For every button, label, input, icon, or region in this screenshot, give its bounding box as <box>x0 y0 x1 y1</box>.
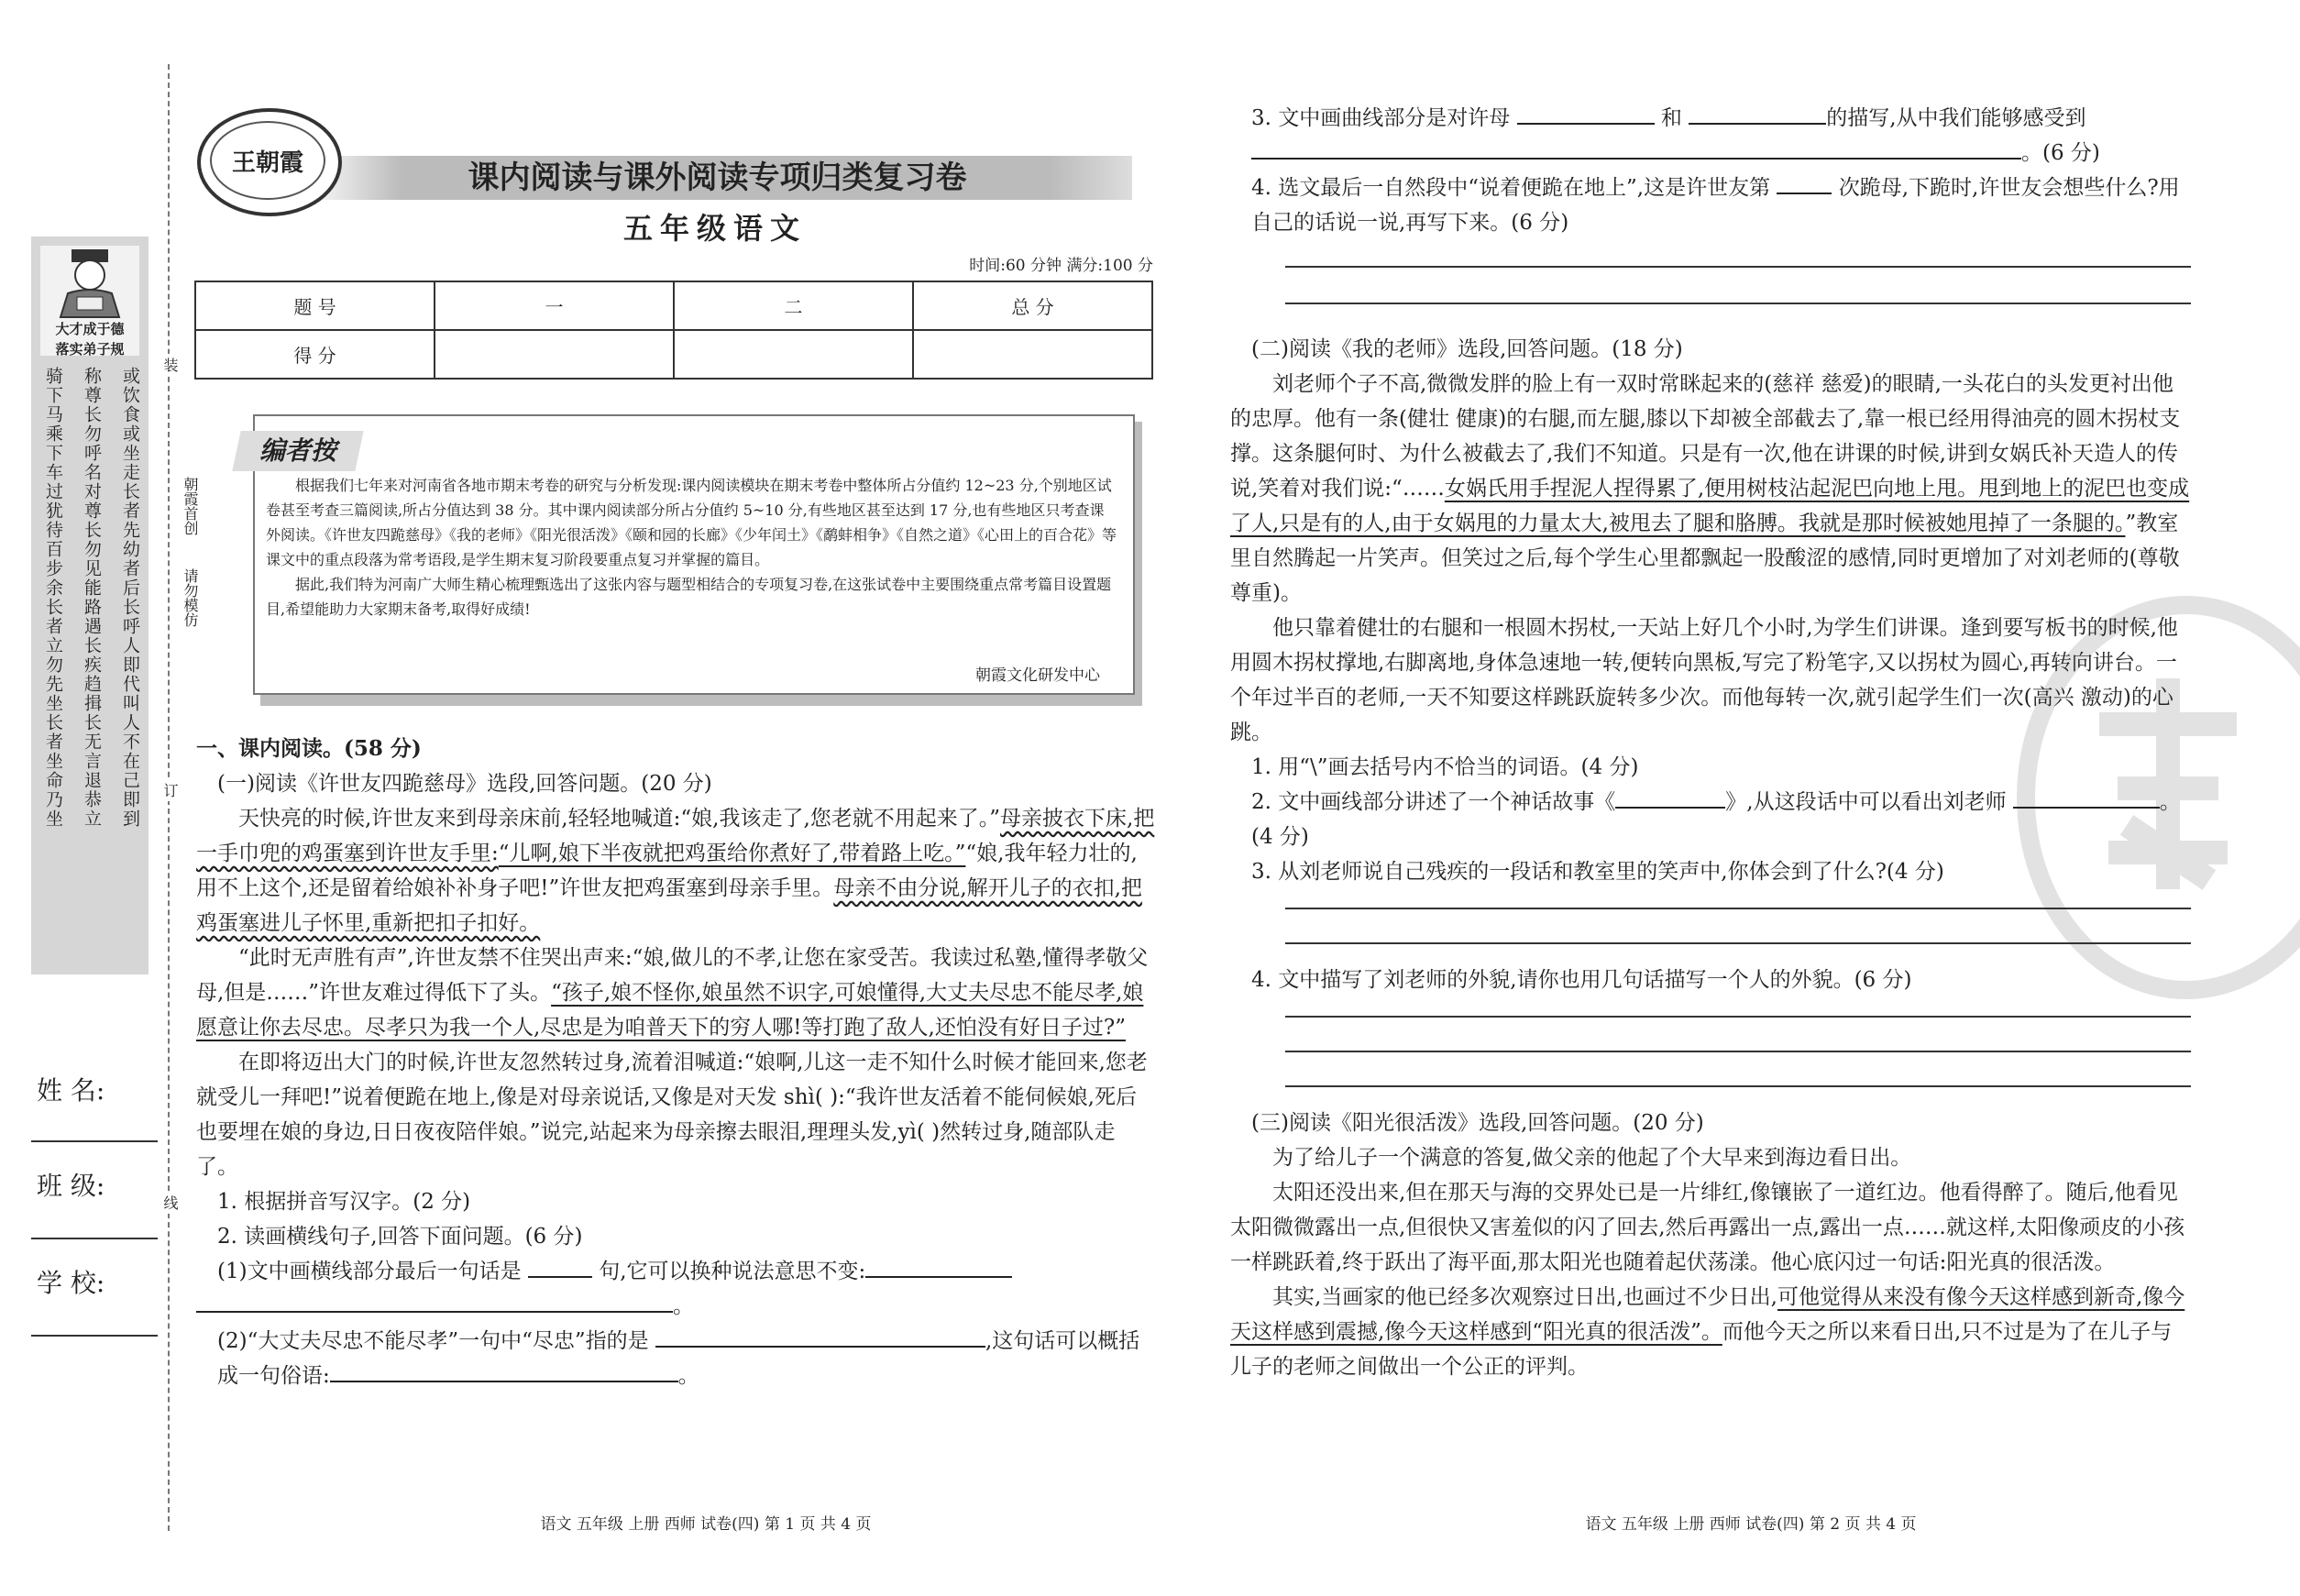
time-info: 时间:60 分钟 满分:100 分 <box>969 257 1153 275</box>
motto-line-2: 落实弟子规 <box>55 341 125 358</box>
class-label: 班 级: <box>37 1171 105 1201</box>
passage-paragraph <box>196 801 1155 941</box>
passage-text: 而他今天之所以来看日出,只不过是为了在儿子与儿子的老师之间做出一个公正的评判。 <box>1230 1320 2173 1379</box>
passage-paragraph <box>196 941 1155 1045</box>
passage-text: “娘,我年轻力壮的,用不上这个,还是留着给娘补补身子吧!”许世友把鸡蛋塞到母亲手里。 <box>196 842 1138 900</box>
page-footer: 语文 五年级 上册 西师 试卷(四) 第 2 页 共 4 页 <box>1585 1515 1917 1534</box>
question-text: (1)文中画横线部分最后一句话是 <box>217 1260 522 1283</box>
score-input-cell[interactable] <box>913 330 1152 379</box>
passage-text: ”教室里自然腾起一片笑声。但笑过之后,每个学生心里都飘起一股酸涩的感情,同时更增加了对刘老师的(尊敬 尊重)。 <box>1230 512 2180 605</box>
score-table <box>194 281 1153 380</box>
question-text: ,这句话可以概括成一句俗语: <box>217 1329 1140 1388</box>
answer-blank[interactable] <box>330 1360 678 1382</box>
binding-label: 装 <box>160 354 181 376</box>
note-paragraph: 根据我们七年来对河南省各地市期末考卷的研究与分析发现:课内阅读模块在期末考卷中整体所占分值约 12~23 分,个别地区试卷甚至考查三篇阅读,所占分值达到 38 分。其中课内阅读部分所占分值约 5~10 分,有些地区甚至达到 17 分,也有些地区只考查课外阅读。《许世友四跪慈母》《我的老师》《阳光很活泼》《颐和园的长廊》《少年闰土》《鹬蚌相争》《自然之道》《心田上的百合花》等课文中的重点段落为常考语段,是学生期末复习阶段要重点复习并掌握的篇目。 <box>266 477 1117 568</box>
passage-text: 天快亮的时候,许世友来到母亲床前,轻轻地喊道:“娘,我该走了,您老就不用起来了。” <box>238 807 1001 831</box>
table-row <box>195 330 1152 379</box>
curved-text: 母亲不由分说,解开儿子的衣扣,把鸡蛋塞进儿子怀里,重新把扣子扣好。 <box>196 876 1142 935</box>
note-signature: 朝霞文化研发中心 <box>975 666 1100 685</box>
left-content <box>196 732 1155 1393</box>
question-2-1 <box>196 1254 1155 1289</box>
score-input-cell[interactable] <box>674 330 913 379</box>
note-paragraph: 据此,我们特为河南广大师生精心梳理甄选出了这张内容与题型相结合的专项复习卷,在这张试卷中主要围绕重点常考篇目设置题目,希望能助力大家期末备考,取得好成绩! <box>266 576 1112 618</box>
underlined-text: 可他觉得从来没有像今天这样感到新奇,像今天这样感到震撼,像今天这样感到“阳光真的很活泼”。 <box>1230 1285 2185 1344</box>
answer-line[interactable] <box>1285 1085 2191 1087</box>
passage-title: (二)阅读《我的老师》选段,回答问题。(18 分) <box>1251 337 1683 361</box>
question-text: 的描写,从中我们能够感受到 <box>1826 106 2086 130</box>
passage-title: (一)阅读《许世友四跪慈母》选段,回答问题。(20 分) <box>217 772 712 796</box>
binding-label: 线 <box>160 1192 181 1214</box>
underlined-text: 尽孝只为我一个人,尽忠是为咱普天下的穷人哪!等打跑了敌人,还怕没有好日子过?” <box>365 1016 1126 1040</box>
question-1: 1. 根据拼音写汉字。(2 分) <box>217 1190 471 1214</box>
answer-blank[interactable] <box>2013 787 2160 809</box>
table-cell: 题 号 <box>195 281 435 330</box>
question-7: 3. 从刘老师说自己残疾的一段话和教室里的笑声中,你体会到了什么?(4 分) <box>1251 860 1944 884</box>
answer-blank[interactable] <box>1777 172 1832 194</box>
underlined-text: “孩子,娘不怪你,娘虽然不识字,可娘懂得,大丈夫尽忠不能尽孝,娘愿意让你去尽忠。 <box>196 981 1144 1040</box>
question-6 <box>1230 785 2191 854</box>
motto-line-1: 大才成于德 <box>55 321 125 337</box>
answer-blank[interactable] <box>1517 103 1655 125</box>
question-text: 4. 选文最后一自然段中“说着便跪在地上”,这是许世友第 <box>1251 176 1771 200</box>
answer-line[interactable] <box>1285 303 2191 304</box>
question-text: 和 <box>1660 106 1682 130</box>
rule-column: 骑下马乘下车过犹待百步余长者立勿先坐长者坐命乃坐 <box>43 367 63 829</box>
name-field[interactable] <box>31 1140 158 1142</box>
sidebar-motto <box>37 319 143 359</box>
question-2: 2. 读画横线句子,回答下面问题。(6 分) <box>217 1225 583 1249</box>
editor-note-body <box>266 473 1118 622</box>
table-cell: 得 分 <box>195 330 435 379</box>
answer-line-row: 。 <box>196 1289 1155 1324</box>
answer-blank[interactable] <box>528 1256 592 1278</box>
answer-blank[interactable] <box>865 1256 1012 1278</box>
logo-text: 王朝霞 <box>210 121 325 200</box>
question-text: 3. 文中画曲线部分是对许母 <box>1251 106 1511 130</box>
name-label: 姓 名: <box>37 1075 105 1106</box>
question-4 <box>1230 171 2191 240</box>
table-row <box>195 281 1152 330</box>
rule-column: 称尊长勿呼名对尊长勿见能路遇长疾趋揖长无言退恭立 <box>82 367 102 829</box>
page-subtitle: 五年级语文 <box>622 211 807 246</box>
question-text: 。(4 分) <box>1251 790 2181 849</box>
right-content <box>1230 101 2191 1384</box>
vertical-note: 请勿模仿 <box>182 568 199 627</box>
answer-blank[interactable] <box>1689 103 1826 125</box>
passage-text: 刘老师个子不高,微微发胖的脸上有一双时常眯起来的(慈祥 慈爱)的眼睛,一头花白的头发更衬出他的忠厚。他有一条(健壮 健康)的右腿,而左腿,膝以下却被全部截去了,靠一根已经用得油亮的圆木拐杖支撑。这条腿何时、为什么被截去了,我们不知道。只是有一次,他在讲课的时候,讲到女娲氏补天造人的传说,笑着对我们说:“…… <box>1230 372 2181 501</box>
passage-paragraph: 为了给儿子一个满意的答复,做父亲的他起了个大早来到海边看日出。 <box>1272 1146 1912 1170</box>
school-field[interactable] <box>31 1335 158 1337</box>
underlined-text: 女娲氏用手捏泥人捏得累了,便用树枝沾起泥巴向地上甩。甩到地上的泥巴也变成了人,只是有的人,由于女娲甩的力量太大,被甩去了腿和胳膊。我就是那时候被她甩掉了一条腿的。 <box>1230 477 2190 535</box>
question-text: 次跪母,下跪时,许世友会想些什么?用自己的话说一说,再写下来。(6 分) <box>1251 176 2180 235</box>
page-title: 课内阅读与课外阅读专项归类复习卷 <box>468 160 967 196</box>
passage-paragraph: 在即将迈出大门的时候,许世友忽然转过身,流着泪喊道:“娘啊,儿这一走不知什么时候才能回来,您老就受儿一拜吧!”说着便跪在地上,像是对母亲说话,又像是对天发 shì( ):“我许世友活着不能伺候娘,死后也要埋在娘的身边,日日夜夜陪伴娘。”说完,站起来为母亲擦去眼泪,理理头发,yì( )然转过身,随部队走了。 <box>196 1051 1148 1179</box>
answer-blank[interactable] <box>1251 138 2021 160</box>
rule-column: 或饮食或坐走长者先幼者后长呼人即代叫人不在己即到 <box>120 367 140 829</box>
class-field[interactable] <box>31 1238 158 1239</box>
passage-paragraph: 他只靠着健壮的右腿和一根圆木拐杖,一天站上好几个小时,为学生们讲课。逢到要写板书的时候,他用圆木拐杖撑地,右脚离地,身体急速地一转,便转向黑板,写完了粉笔字,又以拐杖为圆心,再转向讲台。一个年过半百的老师,一天不知要这样跳跃旋转多少次。而他每转一次,就引起学生们一次(高兴 激动)的心跳。 <box>1230 616 2178 744</box>
curved-text: 母亲披衣下床,把一手巾兜的鸡蛋塞到许世友手里: <box>196 807 1155 865</box>
question-text: 》,从这段话中可以看出刘老师 <box>1725 790 2007 814</box>
question-text: 。(6 分) <box>2021 141 2100 165</box>
passage-title: (三)阅读《阳光很活泼》选段,回答问题。(20 分) <box>1251 1111 1704 1135</box>
question-text: (2)“大丈夫尽忠不能尽孝”一句中“尽忠”指的是 <box>217 1329 649 1353</box>
answer-blank[interactable] <box>196 1291 673 1313</box>
school-label: 学 校: <box>37 1268 105 1298</box>
answer-line[interactable] <box>1285 908 2191 909</box>
table-cell: 一 <box>435 281 674 330</box>
passage-paragraph <box>1230 367 2191 611</box>
question-text: 2. 文中画线部分讲述了一个神话故事《 <box>1251 790 1616 814</box>
answer-line[interactable] <box>1285 1016 2191 1018</box>
question-2-2: (2)“大丈夫尽忠不能尽孝”一句中“尽忠”指的是 ,这句话可以概括成一句俗语: 。 <box>196 1324 1155 1393</box>
vertical-note: 朝霞首创 <box>182 477 199 535</box>
scholar-icon <box>40 246 139 319</box>
underlined-text: “儿啊,娘下半夜就把鸡蛋给你煮好了,带着路上吃。” <box>498 842 966 865</box>
page-footer: 语文 五年级 上册 西师 试卷(四) 第 1 页 共 4 页 <box>540 1515 872 1534</box>
score-input-cell[interactable] <box>435 330 674 379</box>
answer-blank[interactable] <box>655 1326 985 1348</box>
passage-text: “此时无声胜有声”,许世友禁不住哭出声来:“娘,做儿的不孝,让您在家受苦。我读过私塾,懂得孝敬父母,但是……”许世友难过得低下了头。 <box>196 946 1149 1005</box>
question-text: 句,它可以换种说法意思不变: <box>599 1260 866 1283</box>
editor-note-tag: 编者按 <box>259 435 336 466</box>
table-cell: 二 <box>674 281 913 330</box>
answer-line[interactable] <box>1285 942 2191 944</box>
passage-text: 其实,当画家的他已经多次观察过日出,也画过不少日出, <box>1272 1285 1777 1309</box>
passage-paragraph: 太阳还没出来,但在那天与海的交界处已是一片绯红,像镶嵌了一道红边。他看得醉了。随后,他看见太阳微微露出一点,但很快又害羞似的闪了回去,然后再露出一点,露出一点……就这样,太阳像顽皮的小孩一样跳跃着,终于跃出了海平面,那太阳光也随着起伏荡漾。他心底闪过一句话:阳光真的很活泼。 <box>1230 1181 2185 1274</box>
table-cell: 总 分 <box>913 281 1152 330</box>
binding-label: 订 <box>160 779 181 801</box>
question-8: 4. 文中描写了刘老师的外貌,请你也用几句话描写一个人的外貌。(6 分) <box>1251 968 1912 992</box>
passage-paragraph <box>1230 1280 2191 1384</box>
answer-line[interactable] <box>1285 266 2191 268</box>
question-5: 1. 用“\”画去括号内不恰当的词语。(4 分) <box>1251 755 1639 779</box>
section-heading: 一、课内阅读。(58 分) <box>196 736 422 761</box>
answer-line[interactable] <box>1285 1051 2191 1052</box>
question-3 <box>1230 101 2191 171</box>
dizigui-rules <box>42 367 141 953</box>
answer-blank[interactable] <box>1615 787 1725 809</box>
